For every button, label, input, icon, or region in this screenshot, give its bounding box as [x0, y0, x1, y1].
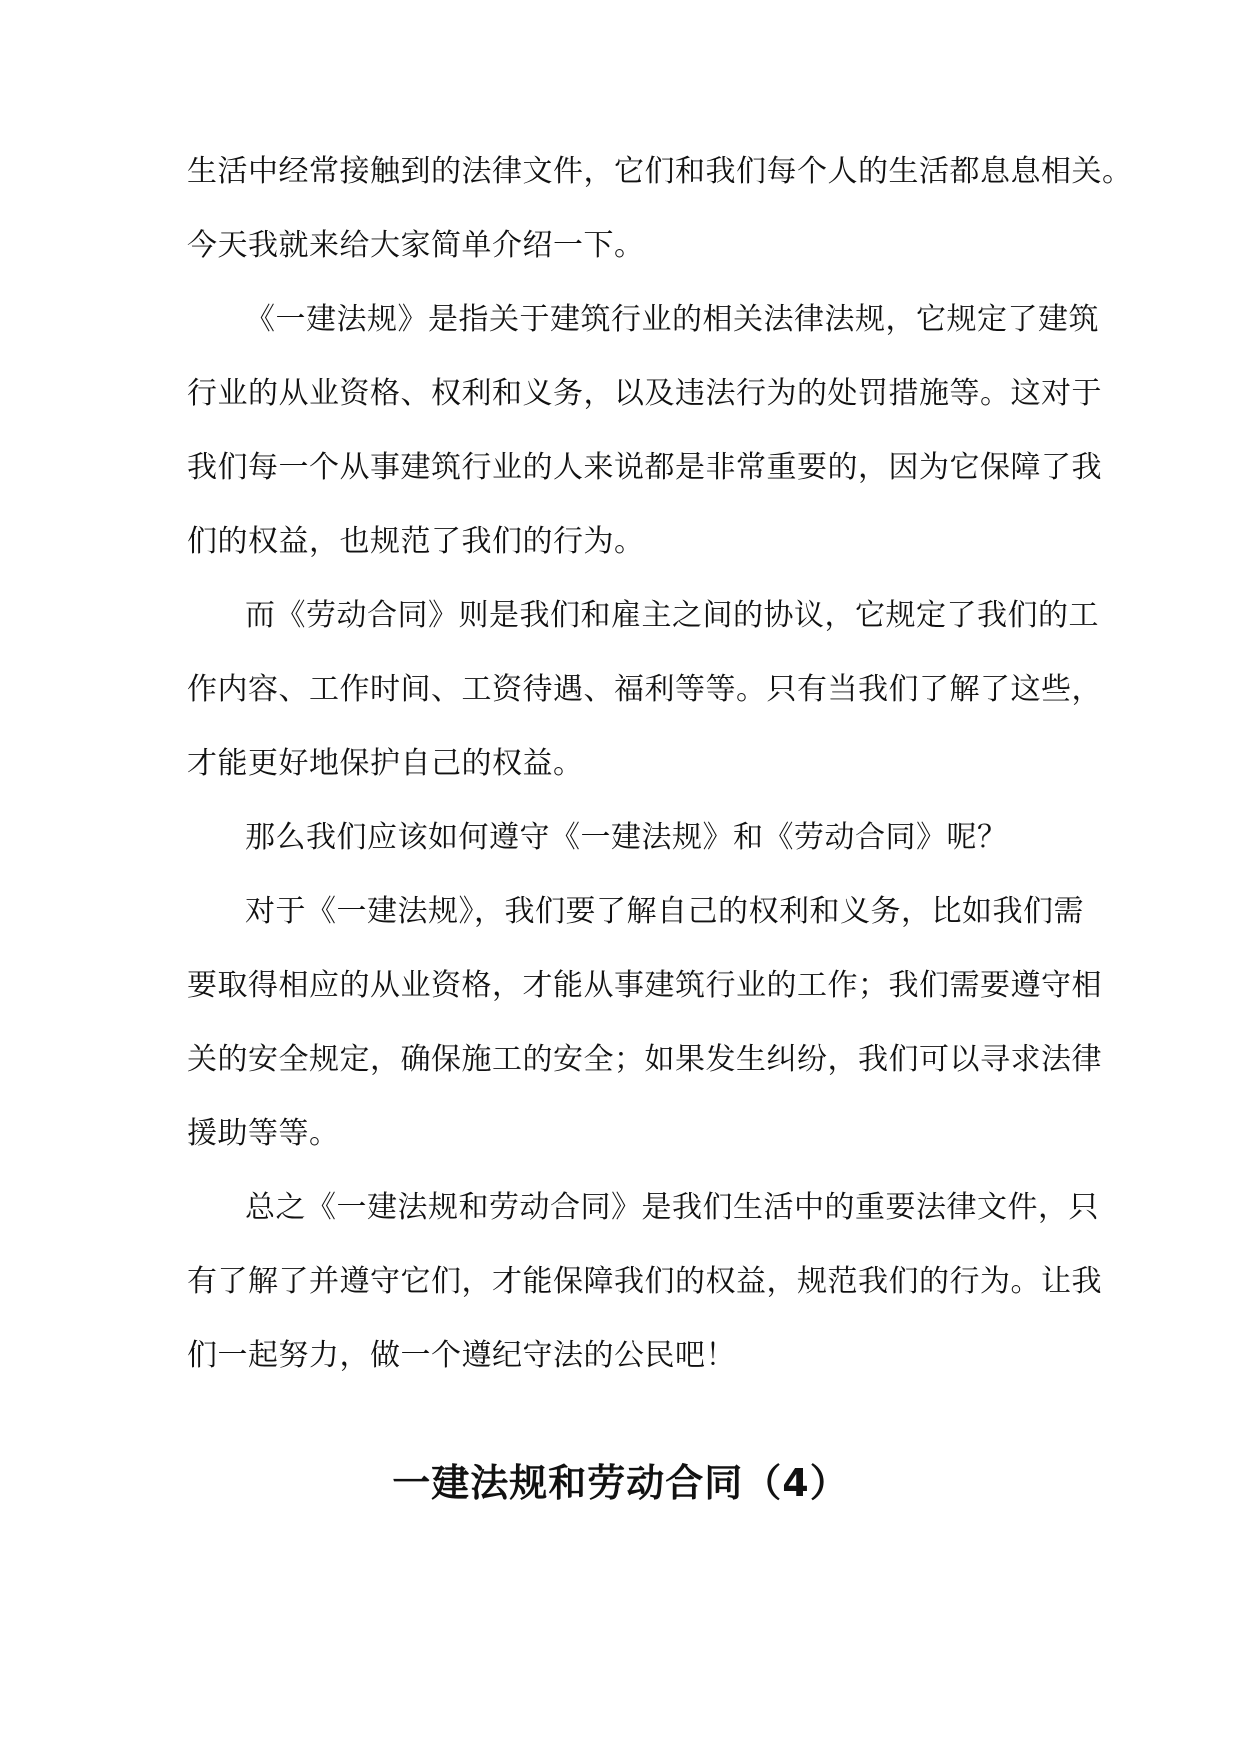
text-line: 援助等等。: [187, 1116, 340, 1151]
text-line: 要取得相应的从业资格，才能从事建筑行业的工作；我们需要遵守相: [187, 968, 1102, 1003]
paragraph-start-line: 对于《一建法规》，我们要了解自己的权利和义务，比如我们需: [245, 894, 1084, 929]
text-line: 生活中经常接触到的法律文件，它们和我们每个人的生活都息息相关。: [187, 154, 1133, 189]
text-line: 作内容、工作时间、工资待遇、福利等等。只有当我们了解了这些，: [187, 672, 1102, 707]
text-line: 我们每一个从事建筑行业的人来说都是非常重要的，因为它保障了我: [187, 450, 1102, 485]
text-line: 关的安全规定，确保施工的安全；如果发生纠纷，我们可以寻求法律: [187, 1042, 1102, 1077]
text-line: 们一起努力，做一个遵纪守法的公民吧！: [187, 1338, 736, 1373]
paragraph-start-line: 那么我们应该如何遵守《一建法规》和《劳动合同》呢？: [245, 820, 1008, 855]
paragraph-start-line: 《一建法规》是指关于建筑行业的相关法律法规，它规定了建筑: [245, 302, 1099, 337]
text-line: 们的权益，也规范了我们的行为。: [187, 524, 645, 559]
text-line: 才能更好地保护自己的权益。: [187, 746, 584, 781]
section-title: 一建法规和劳动合同（4）: [392, 1461, 849, 1505]
paragraph-start-line: 而《劳动合同》则是我们和雇主之间的协议，它规定了我们的工: [245, 598, 1099, 633]
text-line: 有了解了并遵守它们，才能保障我们的权益，规范我们的行为。让我: [187, 1264, 1102, 1299]
text-line: 今天我就来给大家简单介绍一下。: [187, 228, 645, 263]
paragraph-start-line: 总之《一建法规和劳动合同》是我们生活中的重要法律文件，只: [245, 1190, 1099, 1225]
text-line: 行业的从业资格、权利和义务，以及违法行为的处罚措施等。这对于: [187, 376, 1102, 411]
